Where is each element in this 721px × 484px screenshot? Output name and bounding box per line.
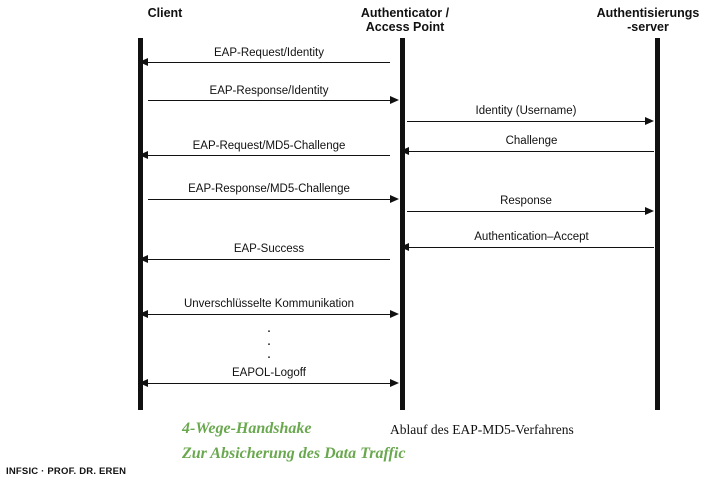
message-label-10: Unverschlüsselte Kommunikation <box>183 298 355 310</box>
column-header-authenticator-line2: Access Point <box>365 20 445 34</box>
message-arrow-2 <box>148 100 390 101</box>
caption-green-line1: 4-Wege-Handshake <box>182 420 312 437</box>
message-arrow-1 <box>148 62 390 63</box>
arrowhead-right-icon <box>390 379 399 387</box>
column-header-authenticator-line1: Authenticator / <box>360 6 450 20</box>
message-arrow-8 <box>409 247 654 248</box>
message-arrow-5 <box>148 155 390 156</box>
column-header-client <box>85 6 245 20</box>
continuation-dot-1: · <box>266 322 272 339</box>
lifeline-client <box>138 38 143 410</box>
message-label-1: EAP-Request/Identity <box>214 47 324 59</box>
column-header-server <box>578 6 718 34</box>
message-label-4: Challenge <box>505 135 558 147</box>
caption-black: Ablauf des EAP-MD5-Verfahrens <box>390 422 574 437</box>
arrowhead-right-icon <box>390 195 399 203</box>
arrowhead-left-icon <box>139 255 148 263</box>
message-arrow-4 <box>409 151 654 152</box>
message-label-2: EAP-Response/Identity <box>209 85 329 97</box>
continuation-dots <box>148 324 390 363</box>
arrowhead-right-icon <box>645 117 654 125</box>
message-label-5: EAP-Request/MD5-Challenge <box>192 140 346 152</box>
arrowhead-right-icon <box>390 310 399 318</box>
arrowhead-left-icon <box>400 243 409 251</box>
message-label-11: EAPOL-Logoff <box>232 367 306 379</box>
footer-note: INFSIC · PROF. DR. EREN <box>6 466 127 477</box>
continuation-dot-2: · <box>266 335 272 352</box>
message-label-6: EAP-Response/MD5-Challenge <box>188 183 350 195</box>
column-header-server-line2: -server <box>627 20 669 34</box>
arrowhead-left-icon <box>400 147 409 155</box>
message-arrow-3 <box>407 121 645 122</box>
arrowhead-left-icon <box>139 310 148 318</box>
message-arrow-10 <box>148 314 390 315</box>
arrowhead-left-icon <box>139 58 148 66</box>
message-label-7: Response <box>500 195 552 207</box>
column-header-authenticator <box>325 6 485 34</box>
message-arrow-9 <box>148 259 390 260</box>
message-label-8: Authentication–Accept <box>474 231 589 243</box>
continuation-dot-3: · <box>266 348 272 365</box>
caption-green-line2: Zur Absicherung des Data Traffic <box>182 445 406 462</box>
column-header-server-line1: Authentisierungs <box>596 6 700 20</box>
lifeline-authenticator <box>400 38 405 410</box>
arrowhead-left-icon <box>139 151 148 159</box>
message-arrow-11 <box>148 383 390 384</box>
message-label-9: EAP-Success <box>233 243 305 255</box>
message-label-3: Identity (Username) <box>475 105 577 117</box>
arrowhead-right-icon <box>390 96 399 104</box>
arrowhead-left-icon <box>139 379 148 387</box>
message-arrow-6 <box>148 199 390 200</box>
lifeline-server <box>655 38 660 410</box>
message-arrow-7 <box>407 211 645 212</box>
arrowhead-right-icon <box>645 207 654 215</box>
column-header-client-label: Client <box>147 6 183 20</box>
